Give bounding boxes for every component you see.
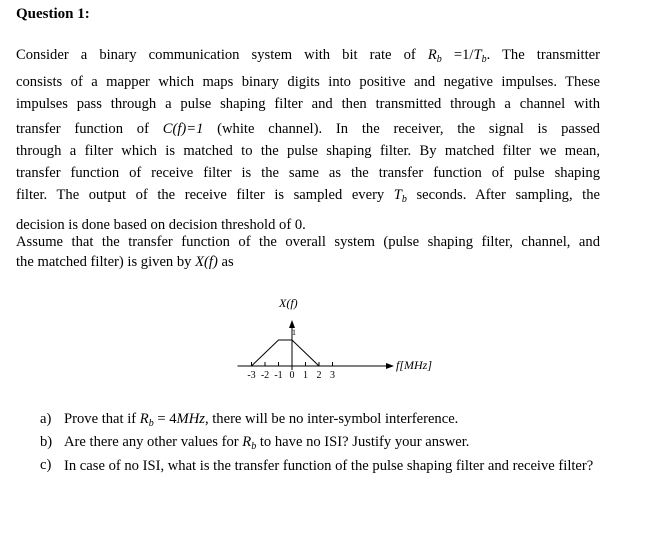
assume-line-1: Assume that the transfer function of the overall system (pulse shaping filter, channel, and [16,234,600,250]
transfer-function-curve [252,340,320,366]
tick-label: 2 [316,370,322,381]
intro-text: . The transmitter [486,47,601,63]
intro-line-7 [16,184,600,211]
tick-label: -2 [260,370,270,381]
question-marker: c) [40,457,52,473]
subscript-b: b [251,441,257,452]
unit-mhz: MHz [176,411,205,427]
question-text: to have no ISI? Justify your answer. [256,434,470,450]
tick-label: 0 [289,370,295,381]
question-b-text [64,434,605,452]
subscript-b: b [481,54,487,65]
question-c [40,457,605,476]
question-text: = 4 [153,411,177,427]
symbol-t: T [473,47,482,63]
symbol-r: R [427,47,437,63]
tick-marks [252,362,333,366]
transfer-function-figure [200,290,460,390]
axis-label: f[MHz] [396,358,433,372]
intro-paragraph [16,44,600,236]
intro-line-4 [16,118,600,140]
channel-equation: C(f)=1 [162,121,204,137]
assume-paragraph [16,232,600,272]
question-c-text: In case of no ISI, what is the transfer function of the pulse shaping filter and receive filter? [64,458,594,474]
question-a [40,411,605,429]
x-axis-arrow [386,363,394,369]
question-list [40,411,605,480]
question-text: Are there any other values for [64,434,243,450]
intro-line-3: impulses pass through a pulse shaping filter and then transmitted through a channel with [16,96,600,112]
intro-line-1 [16,44,600,71]
subscript-b: b [436,54,442,65]
subscript-b: b [148,418,154,429]
symbol-r: R [242,434,252,450]
question-text: Prove that if [64,411,140,427]
symbol-t: T [393,187,402,203]
intro-line-2: consists of a mapper which maps binary digits into positive and negative impulses. These [16,74,600,90]
symbol-r: R [139,411,149,427]
intro-text: (white channel). In the receiver, the signal is passed [203,121,600,137]
intro-text: seconds. After sampling, the [406,187,600,203]
tick-label: 1 [303,370,308,381]
question-marker: a) [40,411,52,427]
tick-label: -1 [274,370,283,381]
question-marker: b) [40,434,53,450]
intro-line-6: transfer function of receive filter is the same as the transfer function of pulse shaping [16,165,600,181]
assume-line-2 [16,252,600,272]
intro-line-5: through a filter which is matched to the pulse shaping filter. By matched filter we mean, [16,143,600,159]
system-function-symbol: X(f) [195,254,218,270]
question-b [40,434,605,452]
question-text: , there will be no inter-symbol interference. [204,411,459,427]
intro-text: =1/ [441,47,474,63]
intro-text: Consider a binary communication system with bit rate of [16,47,428,63]
assume-text: the matched filter) is given by [16,254,196,270]
intro-text: transfer function of [16,121,163,137]
question-title: Question 1: [16,6,90,22]
assume-text: as [217,254,234,270]
tick-label: 3 [330,370,335,381]
tick-label: -3 [247,370,256,381]
y-axis-arrow [289,320,295,328]
intro-text: filter. The output of the receive filter is sampled every [16,187,394,203]
question-a-text [64,411,605,429]
peak-label: 1 [292,328,296,337]
figure-title: X(f) [279,296,298,310]
subscript-b: b [401,194,407,205]
intro-line-8: decision is done based on decision threshold of 0. [16,217,306,233]
